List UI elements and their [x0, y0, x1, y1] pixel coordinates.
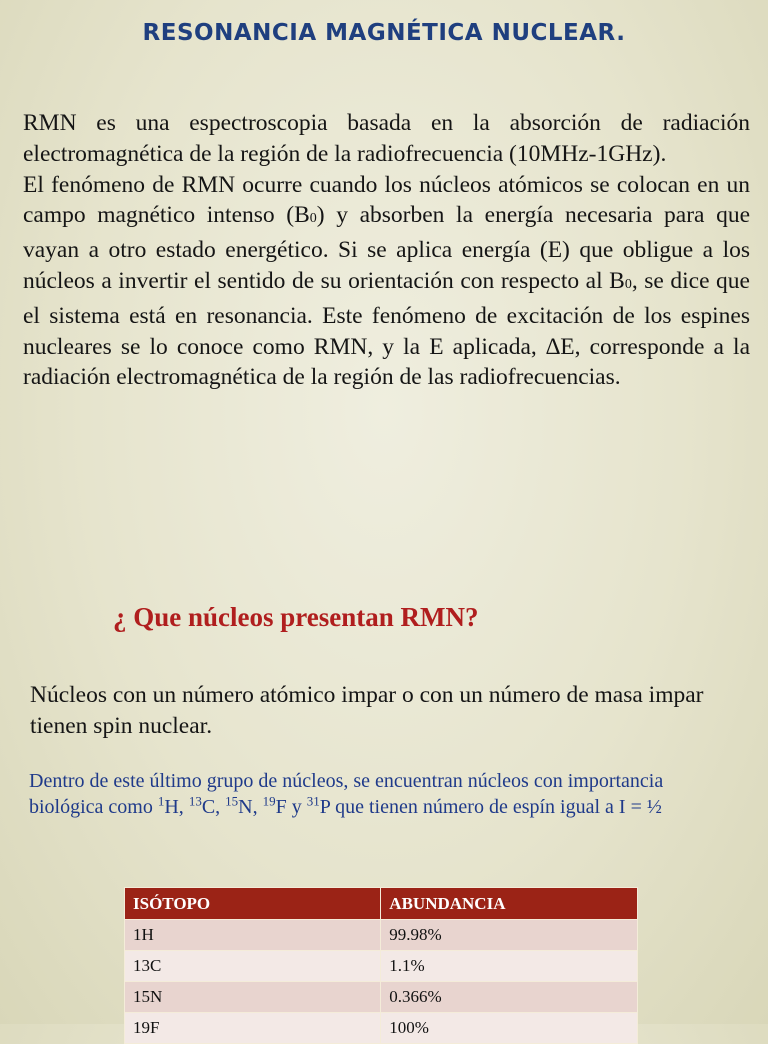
table-row — [125, 1013, 638, 1044]
column-header-isotope: ISÓTOPO — [125, 888, 381, 920]
isotope-cell: 19F — [125, 1013, 381, 1044]
nuclei-paragraph: Núcleos con un número atómico impar o con un número de masa impar tienen spin nuclear. — [30, 682, 704, 739]
abundance-cell: 99.98% — [381, 920, 638, 951]
intro-paragraph-2 — [23, 170, 750, 394]
slide-title: RESONANCIA MAGNÉTICA NUCLEAR. — [142, 20, 626, 46]
biological-nuclei-paragraph — [29, 768, 729, 820]
mass-number-superscript: 1 — [157, 793, 165, 809]
bio-text: F y — [275, 796, 307, 818]
bio-text: C, — [201, 796, 226, 818]
intro-paragraph-2-part-1: El fenómeno de RMN ocurre cuando los núcleos atómicos se colocan en un campo magnético intenso (B — [23, 171, 750, 229]
b0-subscript: 0 — [624, 276, 632, 292]
mass-number-superscript: 19 — [262, 793, 276, 809]
b0-subscript: 0 — [309, 211, 317, 227]
intro-paragraph-2-part-2: ) y absorben la energía necesaria para que vayan a otro estado energético. Si se aplica energía (E) que obligue a los núcleos a invertir el sentido de su orientación con respecto al B — [23, 202, 751, 294]
isotope-cell: 1H — [125, 920, 381, 951]
abundance-cell: 100% — [381, 1013, 638, 1044]
mass-number-superscript: 15 — [225, 793, 239, 809]
table-row — [125, 951, 638, 982]
table-header-row — [125, 888, 638, 920]
isotope-table — [124, 887, 638, 1044]
column-header-abundance: ABUNDANCIA — [381, 888, 638, 920]
bio-text: N, — [238, 796, 263, 818]
mass-number-superscript: 31 — [306, 793, 320, 809]
intro-paragraph-1: RMN es una espectroscopia basada en la absorción de radiación electromagnética de la región de la radiofrecuencia (10MHz-1GHz). — [23, 110, 750, 167]
mass-number-superscript: 13 — [188, 793, 202, 809]
intro-paragraph-2-part-3: , se dice que el sistema está en resonancia. Este fenómeno de excitación de los espines nucleares se lo conoce como RMN, y la E aplicada, ∆E, corresponde a la radiación electromagnética de la región de las radiofrecuencias. — [23, 267, 750, 391]
bio-text: Dentro de este último grupo de núcleos, se encuentran núcleos con importancia biológica como — [29, 770, 664, 818]
isotope-cell: 15N — [125, 982, 381, 1013]
bio-text: P que tienen número de espín igual a I = ½ — [319, 796, 662, 818]
table-row — [125, 920, 638, 951]
question-heading: ¿ Que núcleos presentan RMN? — [113, 602, 479, 632]
abundance-cell: 0.366% — [381, 982, 638, 1013]
abundance-cell: 1.1% — [381, 951, 638, 982]
bio-text: H, — [164, 796, 189, 818]
table-row — [125, 982, 638, 1013]
isotope-cell: 13C — [125, 951, 381, 982]
intro-text — [23, 108, 750, 393]
